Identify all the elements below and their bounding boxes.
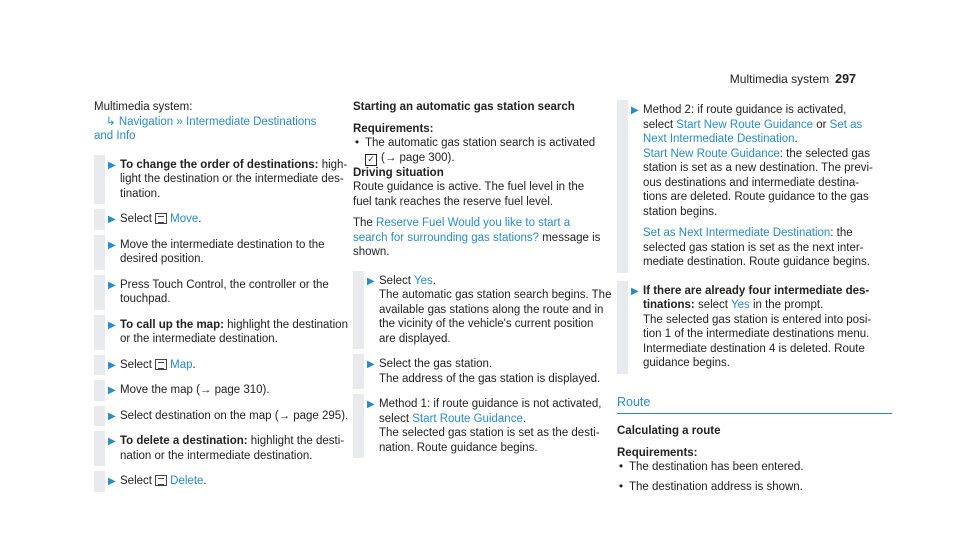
- driving-situation-label: Driving situation: [353, 166, 444, 179]
- step-text: Select the gas station.: [379, 358, 493, 370]
- step-title: To delete a destination:: [120, 435, 248, 447]
- set-as-next-option: Set as Next Intermediate Destination: [643, 227, 831, 239]
- message-name: search for surrounding gas stations?: [353, 231, 540, 244]
- step-arrow-icon: ▶: [367, 359, 375, 370]
- menu-icon: [155, 359, 167, 370]
- requirement-item: [353, 136, 625, 166]
- requirement-item: [617, 460, 892, 475]
- step-text: highlight the desti-: [247, 435, 345, 447]
- step-arrow-icon: ▶: [108, 279, 116, 291]
- step-text: Intermediate destination 4 is deleted. Route: [643, 342, 865, 355]
- subsection-title: Calculating a route: [617, 425, 721, 437]
- menu-path: [94, 115, 356, 130]
- step-text: highlight the destination: [223, 318, 348, 331]
- step-arrow-icon: ▶: [108, 410, 116, 422]
- path-and-info: and Info: [94, 130, 136, 142]
- step-text: are displayed.: [379, 332, 451, 345]
- step-text: tion 1 of the intermediate destinations menu.: [643, 328, 870, 340]
- step-call-map: [94, 318, 356, 347]
- start-new-route-guidance-option: Start New Route Guidance: [643, 147, 780, 160]
- step-text: The selected gas station is entered into posi-: [643, 313, 872, 326]
- start-route-guidance-option: Start Route Guidance: [412, 412, 523, 425]
- yes-option: Yes: [730, 299, 750, 311]
- step-move-map: [94, 383, 356, 398]
- yes-option: Yes: [413, 274, 433, 287]
- message-text: shown.: [353, 246, 390, 258]
- requirements-label: Requirements:: [353, 122, 434, 135]
- step-text: Select: [120, 475, 156, 487]
- step-text: Method 1: if route guidance is not activated,: [379, 398, 602, 410]
- menu-icon: [155, 213, 167, 224]
- step-arrow-icon: ▶: [108, 359, 116, 371]
- step-move-destination: [94, 238, 356, 267]
- step-text: Select destination on the map (→ page 295).: [120, 409, 349, 422]
- message-text: The Reserve Fuel Would you like to start a: [353, 217, 571, 229]
- checkbox-icon: ✓: [365, 154, 377, 166]
- step-select-on-map: [94, 409, 356, 424]
- step-text: station is set as a new destination. The previ-: [643, 162, 873, 174]
- step-text: The address of the gas station is displayed.: [379, 372, 601, 385]
- step-text: Method 2: if route guidance is activated,: [643, 104, 847, 116]
- step-text: the vicinity of the vehicle's current position: [379, 318, 594, 330]
- requirement-item: [617, 480, 892, 495]
- requirement-text: (→ page 300).: [381, 151, 455, 164]
- driving-text: Route guidance is active. The fuel level in the: [353, 181, 585, 193]
- step-text: ous destinations and intermediate destina-: [643, 176, 860, 189]
- step-arrow-icon: ▶: [367, 275, 375, 287]
- step-text: or the intermediate destination.: [120, 333, 278, 345]
- step-arrow-icon: ▶: [108, 319, 116, 331]
- step-text: Move the map (→ page 310).: [120, 384, 270, 396]
- intro-text: Multimedia system:: [94, 101, 193, 113]
- step-arrow-icon: ▶: [631, 285, 639, 297]
- step-text: guidance begins.: [643, 357, 730, 369]
- step-text: touchpad.: [120, 293, 171, 305]
- start-new-route-guidance-option: Start New Route Guidance: [676, 118, 814, 131]
- step-delete-destination: [94, 434, 356, 463]
- requirement-text: The destination address is shown.: [629, 480, 803, 493]
- step-title: To call up the map:: [120, 318, 224, 331]
- step-text: light the destination or the intermediate des-: [120, 173, 344, 185]
- step-title: To change the order of destinations:: [120, 158, 319, 171]
- column-2: Starting an automatic gas station search Requirements: • The automatic gas station search is activated ✓ (→ page 300). Driving situation Route guidance is active. The fuel level in the fuel tank reaches the reserve fuel level. The Reserve Fuel Would you like to start a search for surrounding gas stations? message is shown. ▶ Select Yes. The automatic gas station search begins. The available gas stations along the route and in the vicinity of the vehicle's current position are displayed. ▶ Select the gas station. The address of the gas station is displayed. ▶ Method 1: if route guidance is not activated, select Start Route Guidance. The selected gas station is set as the desti- nation. Route guidance begins.: [353, 100, 625, 455]
- requirement-text: • The automatic gas station search is activated: [365, 137, 596, 149]
- step-arrow-icon: ▶: [108, 239, 116, 251]
- step-arrow-icon: ▶: [631, 105, 639, 116]
- step-text: station begins.: [643, 205, 718, 218]
- path-arrow-icon: ↳: [106, 115, 116, 128]
- step-text: mediate destination. Route guidance begins.: [643, 256, 870, 268]
- map-option: Map: [170, 358, 193, 371]
- step-text: Press Touch Control, the controller or the: [120, 278, 329, 291]
- step-arrow-icon: ▶: [108, 214, 116, 225]
- step-text: desired position.: [120, 253, 204, 265]
- path-navigation: Navigation: [118, 115, 174, 128]
- step-text: Select: [120, 358, 156, 371]
- step-select-map: ▶ Select Map.: [94, 358, 356, 373]
- step-select-move: ▶ Select Move.: [94, 212, 356, 227]
- step-select-delete: ▶ Select Delete.: [94, 474, 356, 489]
- step-text: Select: [120, 213, 156, 225]
- step-method-1: ▶ Method 1: if route guidance is not activated, select Start Route Guidance. The selected gas station is set as the desti- nation. Route guidance begins.: [353, 397, 625, 455]
- step-arrow-icon: ▶: [108, 476, 116, 487]
- step-text: The selected gas station is set as the desti-: [379, 427, 600, 439]
- path-intermediate-destinations: Intermediate Destinations: [186, 115, 317, 128]
- step-arrow-icon: ▶: [108, 385, 116, 396]
- step-arrow-icon: ▶: [108, 159, 116, 171]
- step-text: tions are deleted. Route guidance to the gas: [643, 191, 869, 203]
- section-heading: Starting an automatic gas station search: [353, 101, 575, 113]
- step-text: Move the intermediate destination to the: [120, 238, 325, 251]
- step-method-2: ▶ Method 2: if route guidance is activated, select Start New Route Guidance or Set as Next Intermediate Destination. Start New Route Guidance: the selected gas station is set as a new destination. The previ- ous destinations and intermediate destina- tions are deleted. Route guidance to the gas station begins. Set as Next Intermediate Destination: the selected gas station is set as the next inter- mediate destination. Route guidance begins.: [617, 103, 892, 270]
- menu-icon: [155, 475, 167, 486]
- set-as-next-option: Next Intermediate Destination: [643, 133, 795, 145]
- path-chevron-icon: »: [176, 115, 183, 128]
- page-header: [730, 72, 856, 87]
- step-text: nation or the intermediate destination.: [120, 449, 313, 462]
- set-as-next-option: Set as: [829, 118, 863, 131]
- requirement-text: The destination has been entered.: [629, 461, 804, 473]
- step-text: tination.: [120, 187, 161, 200]
- step-text: nation. Route guidance begins.: [379, 441, 538, 454]
- message-name: Reserve Fuel Would you like to start a: [376, 217, 571, 229]
- step-select-yes: ▶ Select Yes. The automatic gas station search begins. The available gas stations along the route and in the vicinity of the vehicle's current position are displayed.: [353, 274, 625, 347]
- column-3: [617, 100, 892, 494]
- step-arrow-icon: ▶: [108, 436, 116, 447]
- page-number: 297: [835, 72, 856, 86]
- step-text: selected gas station is set as the next inter-: [643, 241, 864, 254]
- step-change-order: [94, 158, 356, 202]
- delete-option: Delete: [170, 475, 204, 487]
- step-four-destinations: ▶ If there are already four intermediate des- tinations: select Yes in the prompt. The selected gas station is entered into posi- tion 1 of the intermediate destinations menu. Intermediate destination 4 is deleted. Route guidance begins.: [617, 284, 892, 371]
- step-text: available gas stations along the route and in: [379, 303, 604, 316]
- column-1: [94, 100, 356, 489]
- section-title-route: Route: [617, 395, 892, 415]
- driving-text: fuel tank reaches the reserve fuel level.: [353, 195, 554, 208]
- step-arrow-icon: ▶: [367, 399, 375, 410]
- move-option: Move: [170, 213, 199, 225]
- step-text: Select: [379, 274, 414, 287]
- step-select-station: [353, 357, 625, 386]
- step-text: The automatic gas station search begins. The: [379, 289, 612, 301]
- step-title: If there are already four intermediate des-: [643, 284, 870, 297]
- requirements-label: Requirements:: [617, 446, 698, 459]
- step-press-controller: [94, 278, 356, 307]
- step-text: high-: [318, 158, 348, 171]
- header-title: Multimedia system: [729, 72, 830, 86]
